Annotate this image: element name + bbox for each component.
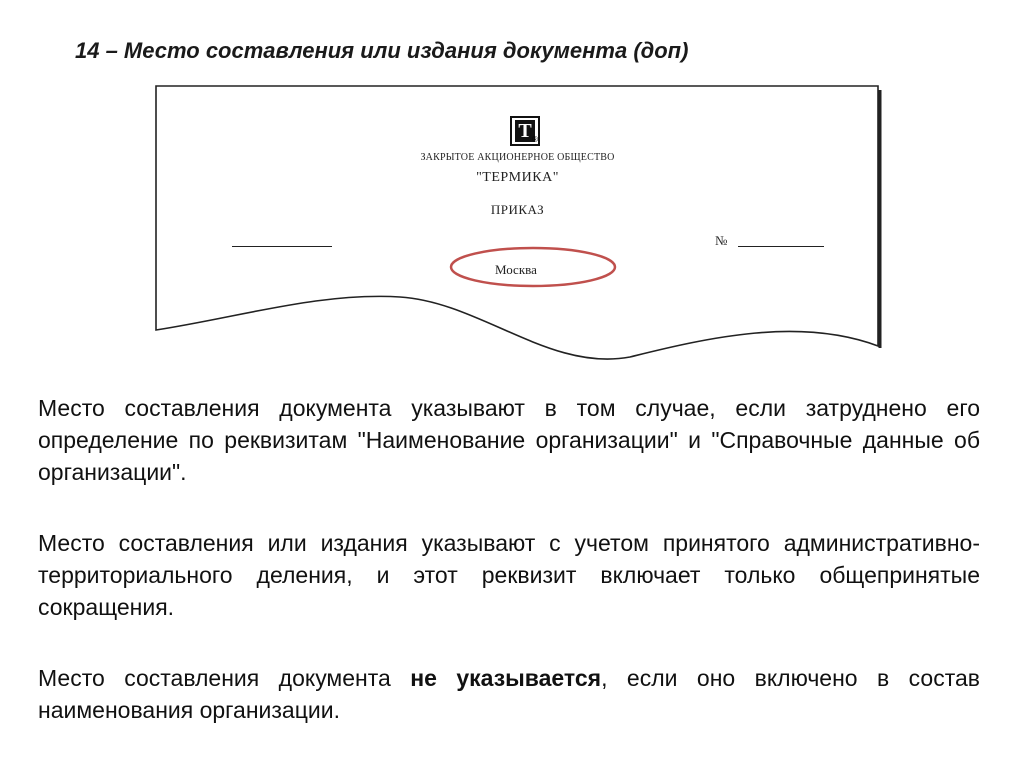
paragraph-when-omitted xyxy=(38,662,980,726)
date-blank-line xyxy=(232,246,332,247)
slide-title: 14 – Место составления или издания документа (доп) xyxy=(75,38,689,63)
number-blank-line xyxy=(738,246,824,247)
place-of-issue: Москва xyxy=(495,262,537,277)
paragraph-when-to-specify: Место составления документа указывают в том случае, если затруднено его определение по реквизитам "Наименование организации" и "Справочные данные об организации". xyxy=(38,395,980,485)
logo-registered-mark: ® xyxy=(532,135,538,144)
p3-text-before: Место составления документа xyxy=(38,665,411,691)
document-form-figure xyxy=(150,82,885,372)
document-kind: ПРИКАЗ xyxy=(490,202,545,217)
p3-bold-text: не указывается xyxy=(410,665,602,691)
number-sign: № xyxy=(715,233,728,248)
organization-name: "ТЕРМИКА" xyxy=(476,170,559,185)
company-logo-icon xyxy=(510,116,540,146)
paragraph-administrative-division: Место составления или издания указывают с учетом принятого административно-территориального деления, и этот реквизит включает только общепринятые сокращения. xyxy=(38,530,980,620)
organization-type: ЗАКРЫТОЕ АКЦИОНЕРНОЕ ОБЩЕСТВО xyxy=(420,152,615,163)
p3-text-after: , если оно включено в состав наименования организации. xyxy=(38,665,980,723)
logo-letter: T xyxy=(515,120,535,142)
